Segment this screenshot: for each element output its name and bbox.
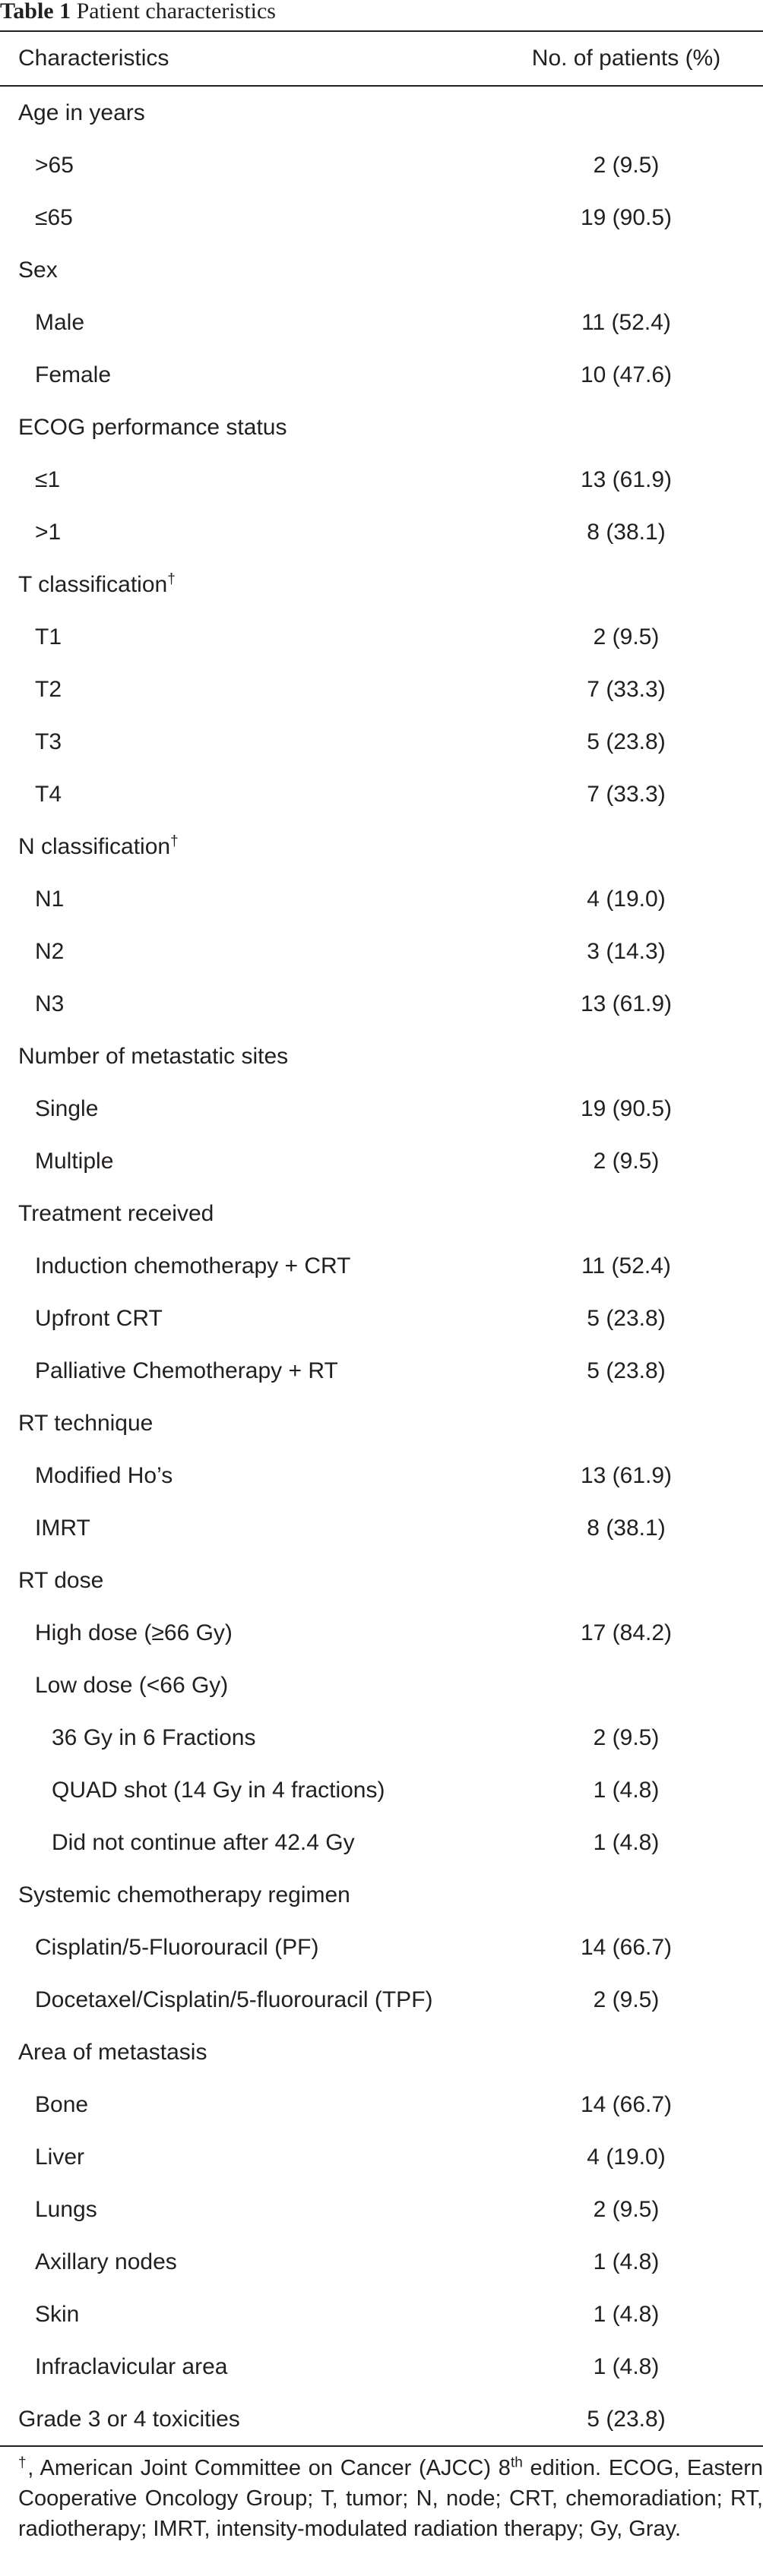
row-label [0,1935,318,1961]
table-row [0,2131,763,2183]
table-row [0,191,763,244]
header-patients: No. of patients (%) [531,46,721,71]
row-label [0,939,64,965]
table-caption [0,0,763,30]
row-label [0,729,62,755]
row-label-text: 36 Gy in 6 Fractions [52,1724,256,1750]
row-label-text: Treatment received [18,1200,214,1226]
table-header [0,32,763,85]
row-value: 1 (4.8) [593,1829,660,1855]
row-value: 5 (23.8) [587,1358,666,1383]
row-label [0,2302,79,2328]
table-section-row [0,1869,763,1921]
footnote-text-1: , American Joint Committee on Cancer (AJCC) 8 [27,2456,511,2480]
row-label-text: RT dose [18,1567,104,1593]
row-label [0,258,58,283]
table-row [0,506,763,558]
table-section-row [0,820,763,873]
row-label-text: High dose (≥66 Gy) [35,1620,233,1645]
table-row [0,663,763,716]
row-label [0,1463,173,1489]
row-label [0,1253,351,1279]
row-label [0,991,64,1017]
row-label-text: Grade 3 or 4 toxicities [18,2406,240,2432]
row-label-text: Area of metastasis [18,2039,207,2065]
row-label [0,677,62,703]
table-row [0,454,763,506]
row-label [0,572,176,598]
row-label [0,1096,98,1122]
row-value: 5 (23.8) [587,729,666,754]
row-value: 8 (38.1) [587,519,666,545]
table-row [0,296,763,349]
row-label-text: ECOG performance status [18,414,287,440]
row-label [0,2407,240,2432]
row-value: 19 (90.5) [580,1095,673,1121]
table-row [0,1659,763,1712]
row-label-text: Infraclavicular area [35,2353,228,2379]
row-label-text: Docetaxel/Cisplatin/5-fluorouracil (TPF) [35,1987,433,2012]
row-label [0,2040,207,2066]
table-row [0,2288,763,2341]
row-label [0,624,62,650]
table-row [0,1135,763,1187]
table-section-row [0,244,763,296]
row-label-text: ≤65 [35,204,73,230]
row-label-text: Age in years [18,100,145,125]
table-row [0,978,763,1030]
table-row [0,2078,763,2131]
row-value: 2 (9.5) [593,152,660,178]
table-row [0,1712,763,1764]
footnote-ordinal: th [510,2454,523,2471]
table-row [0,1345,763,1397]
row-value: 11 (52.4) [581,1253,671,1279]
row-value: 13 (61.9) [580,991,673,1016]
row-label-text: >65 [35,152,74,178]
table-row [0,925,763,978]
row-value: 11 (52.4) [581,309,671,335]
row-label-text: Sex [18,257,58,283]
row-label-text: Did not continue after 42.4 Gy [52,1829,355,1855]
row-label [0,153,74,179]
table-section-row [0,87,763,139]
table-row [0,2341,763,2393]
row-label [0,2197,97,2223]
row-label [0,2354,227,2380]
row-label-text: T2 [35,676,62,702]
row-value: 1 (4.8) [593,2301,660,2327]
row-label [0,1987,433,2013]
row-label-text: Lungs [35,2196,97,2222]
table-row [0,1083,763,1135]
row-label-text: T classification [18,571,168,597]
row-label [0,415,287,441]
row-value: 4 (19.0) [587,2144,666,2170]
table-label: Table 1 [0,0,71,24]
table-row [0,611,763,663]
table-row [0,716,763,768]
row-label [0,834,179,860]
row-value: 7 (33.3) [587,676,666,702]
row-label [0,310,84,336]
table-row [0,2183,763,2236]
row-label [0,1673,228,1699]
row-label [0,2249,177,2275]
row-label [0,100,145,126]
row-value: 1 (4.8) [593,1777,660,1803]
row-label-text: N2 [35,938,65,964]
row-label [0,1882,350,1908]
row-label-text: Palliative Chemotherapy + RT [35,1358,338,1383]
row-label [0,1201,214,1227]
row-label [0,1620,233,1646]
table-row [0,1502,763,1554]
row-value: 2 (9.5) [593,1724,660,1750]
table-row [0,1607,763,1659]
table-footnote [0,2447,763,2544]
row-label-text: >1 [35,519,62,545]
row-label [0,2145,84,2170]
row-value: 13 (61.9) [580,466,673,492]
row-label [0,1725,255,1751]
table-title: Patient characteristics [76,0,276,24]
row-label [0,362,111,388]
row-label [0,1516,90,1541]
row-value: 1 (4.8) [593,2353,660,2379]
row-label-text: T3 [35,729,62,754]
row-value: 8 (38.1) [587,1515,666,1541]
row-value: 4 (19.0) [587,886,666,912]
row-value: 14 (66.7) [580,2091,673,2117]
table-section-row [0,1187,763,1240]
row-value: 17 (84.2) [580,1620,673,1645]
row-value: 2 (9.5) [593,1987,660,2012]
row-value: 5 (23.8) [587,1305,666,1331]
row-label [0,782,62,808]
row-value: 2 (9.5) [593,1148,660,1174]
row-label-text: N3 [35,991,65,1016]
header-characteristics: Characteristics [18,46,169,71]
table-row [0,1816,763,1869]
row-label-text: Low dose (<66 Gy) [35,1672,229,1698]
footnote-dagger: † [18,2454,28,2471]
row-value: 5 (23.8) [587,2406,666,2432]
row-label-text: Cisplatin/5-Fluorouracil (PF) [35,1934,319,1960]
table-section-row [0,1554,763,1607]
row-value: 2 (9.5) [593,624,660,650]
row-value: 10 (47.6) [580,362,673,387]
table-row [0,768,763,820]
row-label [0,1830,355,1856]
row-label-text: Bone [35,2091,89,2117]
table-section-row [0,1030,763,1083]
row-label [0,1411,153,1437]
table-row [0,1764,763,1816]
row-label-footnote-mark: † [167,571,176,587]
row-value: 1 (4.8) [593,2249,660,2274]
row-label-text: T1 [35,624,62,650]
row-value: 7 (33.3) [587,781,666,807]
row-label-text: Axillary nodes [35,2249,177,2274]
table-row [0,1921,763,1974]
row-label-text: Modified Ho’s [35,1462,173,1488]
table-row [0,1449,763,1502]
table-row [0,349,763,401]
row-label-text: Systemic chemotherapy regimen [18,1882,350,1908]
table-section-row [0,1397,763,1449]
row-label [0,467,60,493]
table-section-row [0,558,763,611]
footnote-text-2: edition. ECOG, Eastern Cooperative Oncology Group; T, tumor; N, node; CRT, chemoradiation; RT, radiotherapy; IMRT, intensity-modulated radiation therapy; Gy, Gray. [18,2456,763,2541]
row-label-text: ≤1 [35,466,61,492]
row-value: 13 (61.9) [580,1462,673,1488]
row-label-text: Induction chemotherapy + CRT [35,1253,351,1279]
row-value: 14 (66.7) [580,1934,673,1960]
row-label [0,2092,88,2118]
row-label-text: Skin [35,2301,80,2327]
row-value: 19 (90.5) [580,204,673,230]
row-label-text: Liver [35,2144,85,2170]
table-row [0,1292,763,1345]
row-label-text: Multiple [35,1148,114,1174]
row-label-text: Single [35,1095,99,1121]
row-label [0,1306,163,1332]
row-label-text: T4 [35,781,62,807]
row-label [0,887,64,912]
row-label-text: Female [35,362,112,387]
row-label [0,1778,385,1803]
row-value: 3 (14.3) [587,938,666,964]
row-label [0,1149,113,1174]
row-label-text: N1 [35,886,65,912]
row-label-text: N classification [18,833,171,859]
row-label [0,520,61,545]
table-section-row [0,2393,763,2445]
row-label [0,1044,288,1070]
row-label [0,1358,338,1384]
table-row [0,873,763,925]
row-value: 2 (9.5) [593,2196,660,2222]
table-row [0,2236,763,2288]
table-row [0,1974,763,2026]
table-row [0,139,763,191]
table-body [0,87,763,2445]
row-label [0,205,73,231]
row-label-text: Upfront CRT [35,1305,163,1331]
table-row [0,1240,763,1292]
row-label-text: IMRT [35,1515,90,1541]
row-label-text: Male [35,309,85,335]
table-section-row [0,401,763,454]
row-label-text: RT technique [18,1410,154,1436]
table-section-row [0,2026,763,2078]
row-label-text: Number of metastatic sites [18,1043,289,1069]
row-label [0,1568,103,1594]
row-label-footnote-mark: † [170,833,179,849]
row-label-text: QUAD shot (14 Gy in 4 fractions) [52,1777,385,1803]
